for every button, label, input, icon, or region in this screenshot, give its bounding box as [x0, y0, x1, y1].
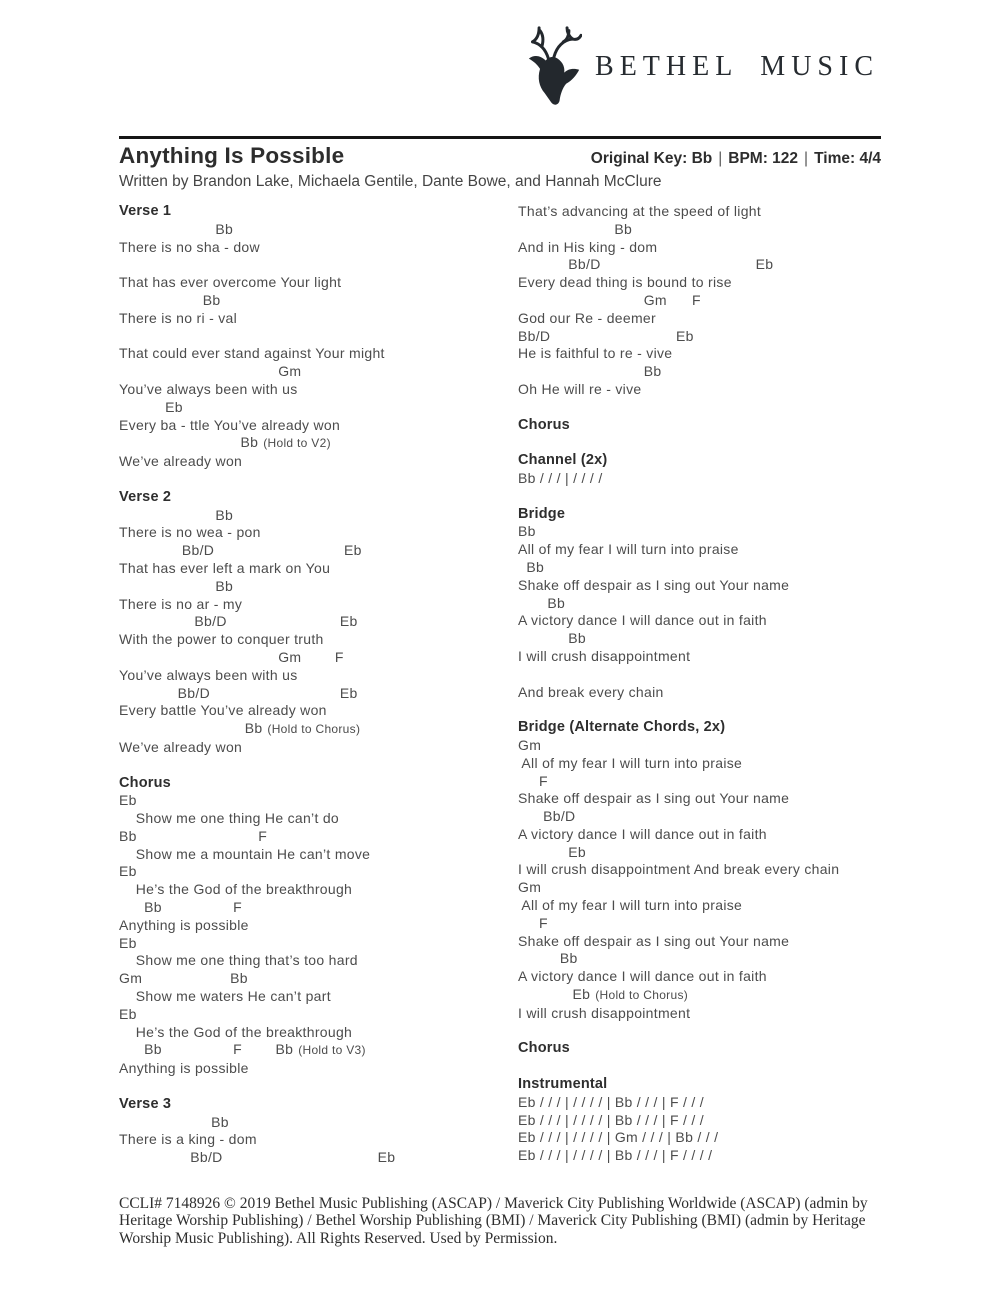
chord-line	[119, 649, 518, 667]
lyric-line	[518, 577, 917, 595]
lyric-line	[119, 1131, 518, 1149]
chord-text: Bb	[518, 220, 633, 237]
chord-line	[518, 1112, 917, 1130]
chord-text: Bb/D Eb	[518, 327, 694, 344]
lyric-line	[518, 648, 917, 666]
lyric-line	[119, 453, 518, 471]
chord-line	[119, 613, 518, 631]
section-verse-3-continued	[518, 203, 917, 399]
copyright-footer: CCLI# 7148926 © 2019 Bethel Music Publishing (ASCAP) / Maverick City Publishing Worldwide (ASCAP) (admin by Heritage Worship Publishing) / Bethel Worship Publishing (BMI) / Maverick City Publishing (BMI) (admin by Heritage Worship Music Publishing). All Rights Reserved. Used by Permission.	[119, 1194, 868, 1248]
chord-text: Bb/D Eb	[119, 1149, 396, 1166]
chord-text: Eb / / / | / / / / | Gm / / / | Bb / / /	[518, 1129, 719, 1146]
lyric-line	[119, 274, 518, 292]
lyric-text: There is no ar - my	[119, 595, 243, 612]
lyric-line	[119, 810, 518, 828]
chord-line	[119, 292, 518, 310]
lyric-text: And in His king - dom	[518, 238, 658, 255]
divider-rule	[119, 136, 881, 139]
chord-line	[518, 879, 917, 897]
chord-text: Bb F Bb	[119, 1041, 294, 1058]
lyric-line	[119, 560, 518, 578]
chord-text: Bb F	[119, 827, 268, 844]
lyric-line	[119, 381, 518, 399]
lyric-line	[119, 1024, 518, 1042]
meta-separator: |	[718, 150, 723, 167]
chord-line	[119, 685, 518, 703]
lyric-line	[119, 667, 518, 685]
chord-text: Bb	[119, 220, 234, 237]
chord-line	[518, 523, 917, 541]
lyric-line	[518, 755, 917, 773]
chord-text: Bb/D Eb	[119, 613, 358, 630]
chord-text: Eb	[518, 843, 586, 860]
hold-note: (Hold to Chorus)	[595, 988, 689, 1003]
lyric-text: Show me a mountain He can’t move	[119, 845, 371, 862]
chord-line	[119, 935, 518, 953]
lyric-text: Shake off despair as I sing out Your name	[518, 790, 790, 807]
chord-line	[518, 844, 917, 862]
lyric-line	[518, 541, 917, 559]
chord-text: Gm	[119, 363, 302, 380]
section-heading: Bridge (Alternate Chords, 2x)	[518, 719, 726, 736]
section-verse-2	[119, 489, 518, 757]
lyric-text: That has ever left a mark on You	[119, 559, 331, 576]
chord-text: Bb	[518, 363, 662, 380]
byline: Written by Brandon Lake, Michaela Gentile, Dante Bowe, and Hannah McClure	[119, 173, 662, 190]
lyric-line	[518, 826, 917, 844]
chord-line	[518, 773, 917, 791]
chord-line	[518, 363, 917, 381]
song-title: Anything Is Possible	[119, 143, 345, 168]
section-verse-1	[119, 203, 518, 471]
lyric-text: There is a king - dom	[119, 1131, 257, 1148]
lyric-line	[119, 524, 518, 542]
brand-name: BETHEL MUSIC	[595, 51, 879, 82]
lyric-line	[518, 381, 917, 399]
bethel-music-logo	[526, 26, 879, 108]
section-heading: Verse 2	[119, 488, 172, 505]
lyric-line	[518, 968, 917, 986]
chord-line	[119, 434, 518, 453]
chord-line	[119, 863, 518, 881]
section-bridge-alternate-chords-2x	[518, 719, 917, 1023]
chord-line	[518, 915, 917, 933]
lyric-text: A victory dance I will dance out in faith	[518, 825, 767, 842]
chord-text: Bb	[518, 630, 586, 647]
chord-line	[518, 559, 917, 577]
lyric-line	[518, 684, 917, 702]
chord-line	[119, 899, 518, 917]
lyric-line	[518, 310, 917, 328]
chord-text: Eb / / / | / / / / | Bb / / / | F / / /	[518, 1111, 704, 1128]
chord-text: Bb	[518, 594, 566, 611]
chord-text: Bb / / / | / / / /	[518, 469, 603, 486]
lyric-text: Show me waters He can’t part	[119, 988, 331, 1005]
chord-line	[518, 221, 917, 239]
chord-line	[518, 328, 917, 346]
chord-line	[518, 595, 917, 613]
chord-line	[518, 292, 917, 310]
chord-line	[119, 1041, 518, 1060]
lyric-line	[518, 203, 917, 221]
lyric-line	[119, 239, 518, 257]
lyric-text: Anything is possible	[119, 916, 249, 933]
lyric-text: Every ba - ttle You’ve already won	[119, 416, 341, 433]
song-meta	[591, 150, 881, 168]
chord-text: Bb F	[119, 899, 242, 916]
lyric-line	[518, 1005, 917, 1023]
lyric-text: I will crush disappointment And break every chain	[518, 861, 840, 878]
section-heading: Verse 3	[119, 1095, 172, 1112]
section-chorus	[518, 417, 917, 435]
section-heading: Chorus	[119, 774, 171, 791]
lyric-text: A victory dance I will dance out in faith	[518, 612, 767, 629]
lyric-text: You’ve always been with us	[119, 666, 298, 683]
lyric-text: We’ve already won	[119, 453, 243, 470]
chord-line	[119, 1006, 518, 1024]
lyric-text: I will crush disappointment	[518, 1004, 691, 1021]
lyric-text: He is faithful to re - vive	[518, 345, 673, 362]
lyric-text: Every dead thing is bound to rise	[518, 274, 732, 291]
original-key: Original Key: Bb	[590, 150, 713, 167]
lyric-text: He’s the God of the breakthrough	[119, 881, 353, 898]
chord-text: Gm F	[518, 291, 701, 308]
section-heading: Instrumental	[518, 1076, 608, 1093]
lyric-line	[518, 274, 917, 292]
lyric-text: With the power to conquer truth	[119, 631, 324, 648]
chord-text: Bb	[518, 950, 578, 967]
lyric-text: Shake off despair as I sing out Your name	[518, 576, 790, 593]
lyric-line	[518, 790, 917, 808]
chord-text: Bb/D Eb	[518, 256, 774, 273]
lyric-text: A victory dance I will dance out in faith	[518, 968, 767, 985]
chord-line	[518, 1094, 917, 1112]
chord-text: Eb	[119, 398, 183, 415]
chord-line	[119, 828, 518, 846]
lyric-text: You’ve always been with us	[119, 380, 298, 397]
section-heading: Verse 1	[119, 203, 172, 219]
chord-line	[119, 399, 518, 417]
blank-line	[119, 328, 518, 346]
lyric-text: Oh He will re - vive	[518, 380, 642, 397]
chord-text: Bb	[119, 1113, 229, 1130]
chord-line	[518, 808, 917, 826]
chord-text: Bb/D	[518, 808, 576, 825]
chord-text: Bb	[119, 506, 234, 523]
chord-text: Bb/D Eb	[119, 542, 362, 559]
chord-line	[518, 1147, 917, 1165]
lyric-line	[119, 596, 518, 614]
meta-separator: |	[804, 150, 809, 167]
lyric-text: There is no sha - dow	[119, 238, 260, 255]
chord-line	[119, 792, 518, 810]
lyric-text: There is no ri - val	[119, 309, 238, 326]
chord-text: Gm	[518, 736, 542, 753]
chord-line	[119, 221, 518, 239]
lyric-line	[119, 881, 518, 899]
hold-note: (Hold to Chorus)	[267, 722, 361, 737]
section-heading: Bridge	[518, 505, 566, 522]
chord-line	[518, 1129, 917, 1147]
lyric-line	[119, 988, 518, 1006]
right-column	[518, 203, 917, 1185]
lyric-line	[119, 917, 518, 935]
lyric-line	[119, 1060, 518, 1078]
chord-line	[119, 1149, 518, 1167]
chord-line	[119, 578, 518, 596]
blank-line	[119, 256, 518, 274]
section-heading: Channel (2x)	[518, 452, 608, 469]
chord-line	[119, 363, 518, 381]
chord-line	[518, 737, 917, 755]
chord-line	[119, 542, 518, 560]
chord-line	[518, 470, 917, 488]
lyric-line	[119, 739, 518, 757]
chord-text: Eb / / / | / / / / | Bb / / / | F / / / /	[518, 1147, 713, 1164]
chord-text: Eb / / / | / / / / | Bb / / / | F / / /	[518, 1093, 704, 1110]
chord-line	[518, 950, 917, 968]
chord-text: Gm F	[119, 648, 344, 665]
chord-text: Eb	[119, 1005, 137, 1022]
lyric-text: That has ever overcome Your light	[119, 274, 342, 291]
bpm: BPM: 122	[728, 150, 799, 167]
deer-head-icon	[526, 26, 582, 108]
lyric-text: Anything is possible	[119, 1060, 249, 1077]
section-heading: Chorus	[518, 416, 570, 433]
chord-line	[119, 720, 518, 739]
lyric-text: Shake off despair as I sing out Your name	[518, 932, 790, 949]
chord-text: Bb	[518, 523, 536, 540]
chord-text: Bb	[119, 291, 221, 308]
chord-text: Eb	[119, 934, 137, 951]
section-bridge	[518, 506, 917, 702]
section-chorus	[119, 775, 518, 1079]
lyric-line	[518, 933, 917, 951]
lyric-line	[518, 612, 917, 630]
chord-line	[119, 970, 518, 988]
lyric-text: We’ve already won	[119, 738, 243, 755]
lyric-line	[518, 861, 917, 879]
chord-text: Gm Bb	[119, 970, 248, 987]
lyric-text: He’s the God of the breakthrough	[119, 1023, 353, 1040]
time-signature: Time: 4/4	[814, 150, 881, 167]
lyric-text: There is no wea - pon	[119, 524, 261, 541]
left-column	[119, 203, 518, 1185]
lyric-line	[518, 239, 917, 257]
song-body	[119, 203, 881, 1185]
chord-line	[119, 1114, 518, 1132]
chord-text: Eb	[119, 863, 137, 880]
chord-text: Bb	[119, 720, 263, 737]
chord-line	[119, 507, 518, 525]
chord-text: Gm	[518, 879, 542, 896]
lyric-text: Every battle You’ve already won	[119, 702, 327, 719]
lyric-line	[119, 952, 518, 970]
lyric-line	[119, 310, 518, 328]
chord-line	[518, 256, 917, 274]
lyric-text: All of my fear I will turn into praise	[518, 754, 743, 771]
lyric-line	[119, 345, 518, 363]
chord-text: F	[518, 914, 548, 931]
hold-note: (Hold to V2)	[263, 436, 331, 451]
lyric-line	[119, 631, 518, 649]
section-chorus	[518, 1040, 917, 1058]
lyric-text: That could ever stand against Your might	[119, 345, 385, 362]
lyric-line	[518, 897, 917, 915]
lyric-line	[518, 345, 917, 363]
lyric-text: All of my fear I will turn into praise	[518, 897, 743, 914]
section-heading: Chorus	[518, 1040, 570, 1057]
lyric-text: Show me one thing that’s too hard	[119, 952, 358, 969]
lyric-text: That’s advancing at the speed of light	[518, 203, 762, 219]
lyric-text: God our Re - deemer	[518, 309, 656, 326]
chord-text: Eb	[518, 986, 591, 1003]
chord-text: Bb	[518, 558, 545, 575]
section-verse-3	[119, 1096, 518, 1167]
chord-text: Bb	[119, 577, 234, 594]
chord-text: Eb	[119, 792, 137, 809]
chord-line	[518, 986, 917, 1005]
lyric-line	[119, 702, 518, 720]
section-channel-2x	[518, 452, 917, 488]
lyric-line	[119, 846, 518, 864]
lyric-line	[119, 417, 518, 435]
chord-text: Bb	[119, 434, 259, 451]
chord-text: Bb/D Eb	[119, 684, 358, 701]
lyric-text: I will crush disappointment	[518, 647, 691, 664]
lyric-text: And break every chain	[518, 683, 664, 700]
blank-line	[518, 666, 917, 684]
chord-text: F	[518, 772, 548, 789]
section-instrumental	[518, 1076, 917, 1165]
chord-line	[518, 630, 917, 648]
lyric-text: All of my fear I will turn into praise	[518, 541, 739, 558]
lyric-text: Show me one thing He can’t do	[119, 810, 340, 827]
hold-note: (Hold to V3)	[298, 1043, 366, 1058]
